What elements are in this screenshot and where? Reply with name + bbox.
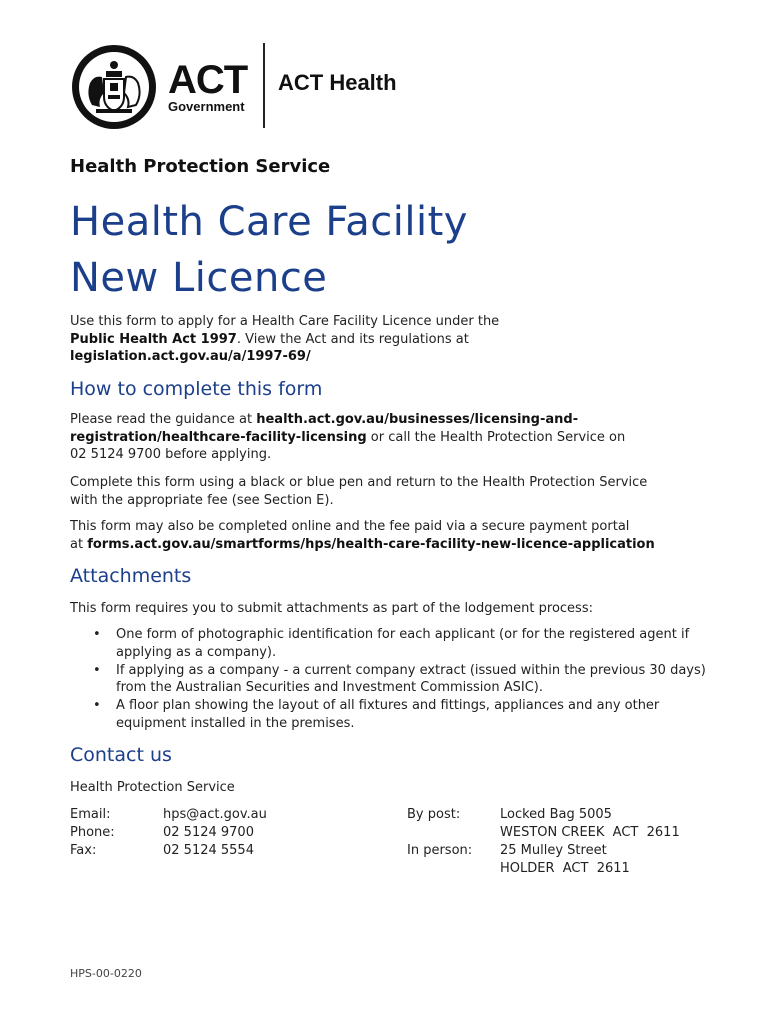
fax-value: 02 5124 5554 (163, 843, 254, 858)
email-label: Email: (70, 807, 111, 822)
how-p1-text: Please read the guidance at (70, 412, 257, 427)
how-paragraph-1 (70, 411, 710, 464)
title-line-1: Health Care Facility (70, 199, 468, 245)
logo-divider (263, 43, 265, 128)
fax-label: Fax: (70, 843, 97, 858)
post-label: By post: (407, 807, 461, 822)
attachments-list (70, 626, 710, 733)
logo-act-text: ACT (168, 57, 248, 102)
attachments-heading: Attachments (70, 565, 192, 587)
guidance-link-part1[interactable]: health.act.gov.au/businesses/licensing-and- (256, 412, 579, 427)
contact-heading: Contact us (70, 744, 172, 766)
how-paragraph-2: Complete this form using a black or blue pen and return to the Health Protection Service with the appropriate fee (see Section E). (70, 475, 648, 508)
act-crest-icon (70, 43, 158, 131)
how-paragraph-3 (70, 518, 710, 553)
phone-label: Phone: (70, 825, 115, 840)
email-value[interactable]: hps@act.gov.au (163, 807, 267, 822)
list-item: • A floor plan showing the layout of all fixtures and fittings, appliances and any other equipment installed in the premises. (70, 697, 710, 733)
how-p3-text-1: This form may also be completed online and the fee paid via a secure payment portal (70, 519, 630, 534)
how-to-heading: How to complete this form (70, 378, 323, 400)
guidance-link-part2[interactable]: registration/healthcare-facility-licensing (70, 429, 367, 445)
intro-text-1: Use this form to apply for a Health Care Facility Licence under the (70, 314, 500, 329)
how-p1-text-2: or call the Health Protection Service on (366, 429, 626, 445)
document-id: HPS-00-0220 (70, 967, 142, 980)
act-name: Public Health Act 1997 (70, 331, 237, 347)
contact-organisation: Health Protection Service (70, 780, 235, 795)
logo-government-text: Government (168, 98, 245, 114)
page-title (70, 194, 468, 306)
how-p3-text-2: at (70, 536, 88, 552)
online-form-link[interactable]: forms.act.gov.au/smartforms/hps/health-care-facility-new-licence-application (87, 536, 655, 552)
in-person-line-1: 25 Mulley Street (500, 843, 607, 858)
post-line-2: WESTON CREEK ACT 2611 (500, 825, 680, 840)
service-name: Health Protection Service (70, 156, 331, 177)
list-item: • One form of photographic identification for each applicant (or for the registered agent if applying as a company). (70, 626, 710, 662)
in-person-label: In person: (407, 843, 473, 858)
title-line-2: New Licence (70, 255, 328, 301)
intro-paragraph (70, 313, 710, 366)
attachments-intro: This form requires you to submit attachments as part of the lodgement process: (70, 601, 593, 616)
legislation-link[interactable]: legislation.act.gov.au/a/1997-69/ (70, 349, 311, 364)
phone-value: 02 5124 9700 (163, 825, 254, 840)
list-item: • If applying as a company - a current company extract (issued within the previous 30 days) from the Australian Securities and Investment Commission ASIC). (70, 662, 710, 698)
intro-text-2: . View the Act and its regulations at (236, 331, 469, 347)
in-person-line-2: HOLDER ACT 2611 (500, 861, 630, 876)
post-line-1: Locked Bag 5005 (500, 807, 612, 822)
how-p1-text-3: 02 5124 9700 before applying. (70, 447, 272, 462)
act-health-wordmark: ACT Health (278, 70, 397, 95)
act-government-logo (70, 42, 247, 132)
